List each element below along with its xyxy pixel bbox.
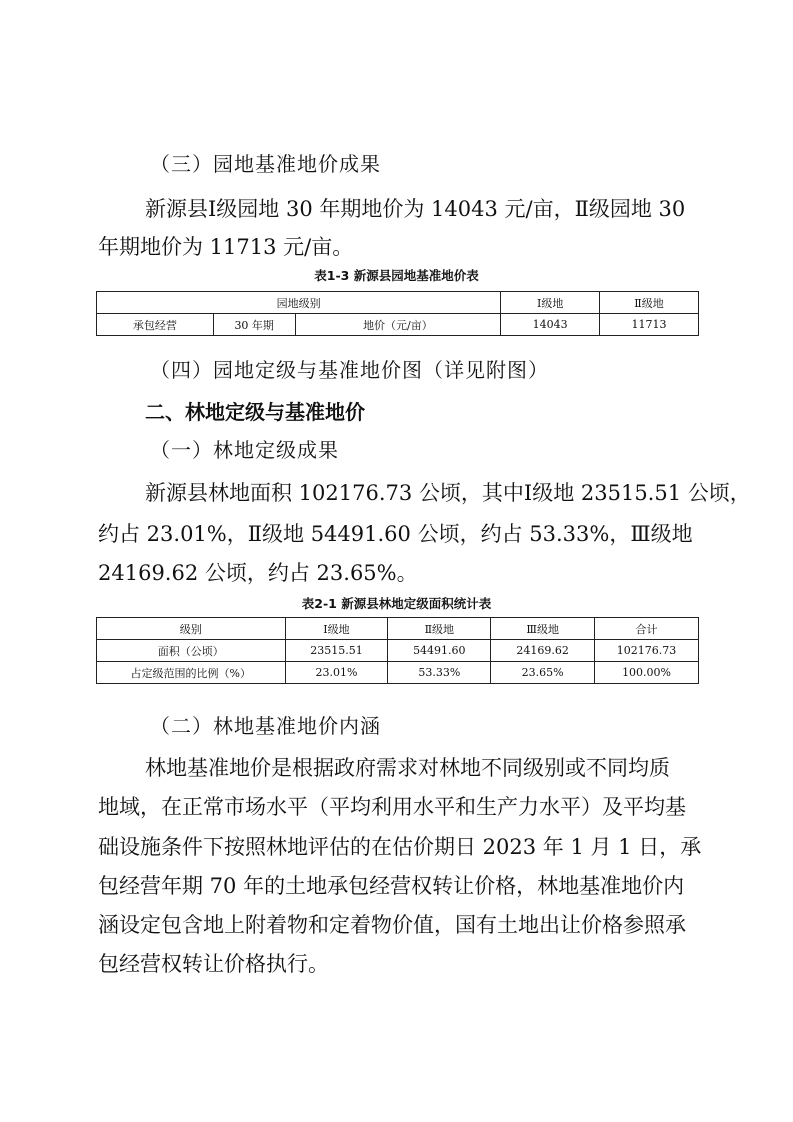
garden-price-table	[96, 291, 699, 336]
table-header-row	[97, 618, 699, 640]
table-cell: 面积（公顷）	[97, 640, 286, 662]
paragraph-line: 涵设定包含地上附着物和定着物价值，国有土地出让价格参照承	[98, 913, 686, 937]
paragraph-line: 包经营年期 70 年的土地承包经营权转让价格，林地基准地价内	[98, 874, 685, 898]
paragraph-line: 新源县Ⅰ级园地 30 年期地价为 14043 元/亩，Ⅱ级园地 30	[145, 197, 686, 221]
table-header-row	[97, 292, 699, 314]
table-cell: 23.65%	[491, 662, 595, 684]
forest-area-table	[96, 617, 699, 684]
paragraph-line: 约占 23.01%，Ⅱ级地 54491.60 公顷，约占 53.33%，Ⅲ级地	[98, 522, 693, 546]
table-cell: 53.33%	[388, 662, 491, 684]
paragraph-line: 地域，在正常市场水平（平均利用水平和生产力水平）及平均基	[98, 795, 686, 819]
table-cell: 承包经营	[97, 314, 214, 336]
table-cell: 14043	[501, 314, 600, 336]
table-header-cell: 园地级别	[97, 292, 501, 314]
table-caption: 表2-1 新源县林地定级面积统计表	[301, 596, 492, 611]
paragraph-line: 础设施条件下按照林地评估的在估价期日 2023 年 1 月 1 日，承	[98, 835, 702, 859]
table-header-cell: Ⅲ级地	[491, 618, 595, 640]
table-header-cell: 合计	[595, 618, 699, 640]
chapter-heading-forest: 二、林地定级与基准地价	[145, 400, 365, 424]
table-header-cell: Ⅱ级地	[600, 292, 699, 314]
table-row	[97, 640, 699, 662]
table-header-cell: Ⅰ级地	[501, 292, 600, 314]
table-cell: 占定级范围的比例（%）	[97, 662, 286, 684]
table-cell: 24169.62	[491, 640, 595, 662]
section-heading-forest-price-meaning: （二）林地基准地价内涵	[150, 714, 381, 738]
table-cell: 23515.51	[285, 640, 388, 662]
table-cell: 100.00%	[595, 662, 699, 684]
table-cell: 30 年期	[213, 314, 295, 336]
table-cell: 102176.73	[595, 640, 699, 662]
table-cell: 地价（元/亩）	[295, 314, 501, 336]
paragraph-line: 24169.62 公顷，约占 23.65%。	[98, 561, 418, 585]
table-header-cell: Ⅱ级地	[388, 618, 491, 640]
paragraph-line: 林地基准地价是根据政府需求对林地不同级别或不同均质	[145, 756, 670, 780]
table-cell: 11713	[600, 314, 699, 336]
table-row	[97, 662, 699, 684]
table-row	[97, 314, 699, 336]
table-header-cell: 级别	[97, 618, 286, 640]
paragraph-line: 新源县林地面积 102176.73 公顷，其中Ⅰ级地 23515.51 公顷，	[145, 481, 751, 505]
table-cell: 23.01%	[285, 662, 388, 684]
paragraph-line: 包经营权转让价格执行。	[98, 952, 329, 976]
section-heading-forest-grading: （一）林地定级成果	[150, 438, 339, 462]
paragraph-line: 年期地价为 11713 元/亩。	[98, 235, 354, 259]
table-header-cell: Ⅰ级地	[285, 618, 388, 640]
table-cell: 54491.60	[388, 640, 491, 662]
section-heading-garden-map: （四）园地定级与基准地价图（详见附图）	[150, 358, 549, 382]
table-caption: 表1-3 新源县园地基准地价表	[314, 268, 479, 283]
section-heading-garden-price: （三）园地基准地价成果	[150, 152, 381, 176]
